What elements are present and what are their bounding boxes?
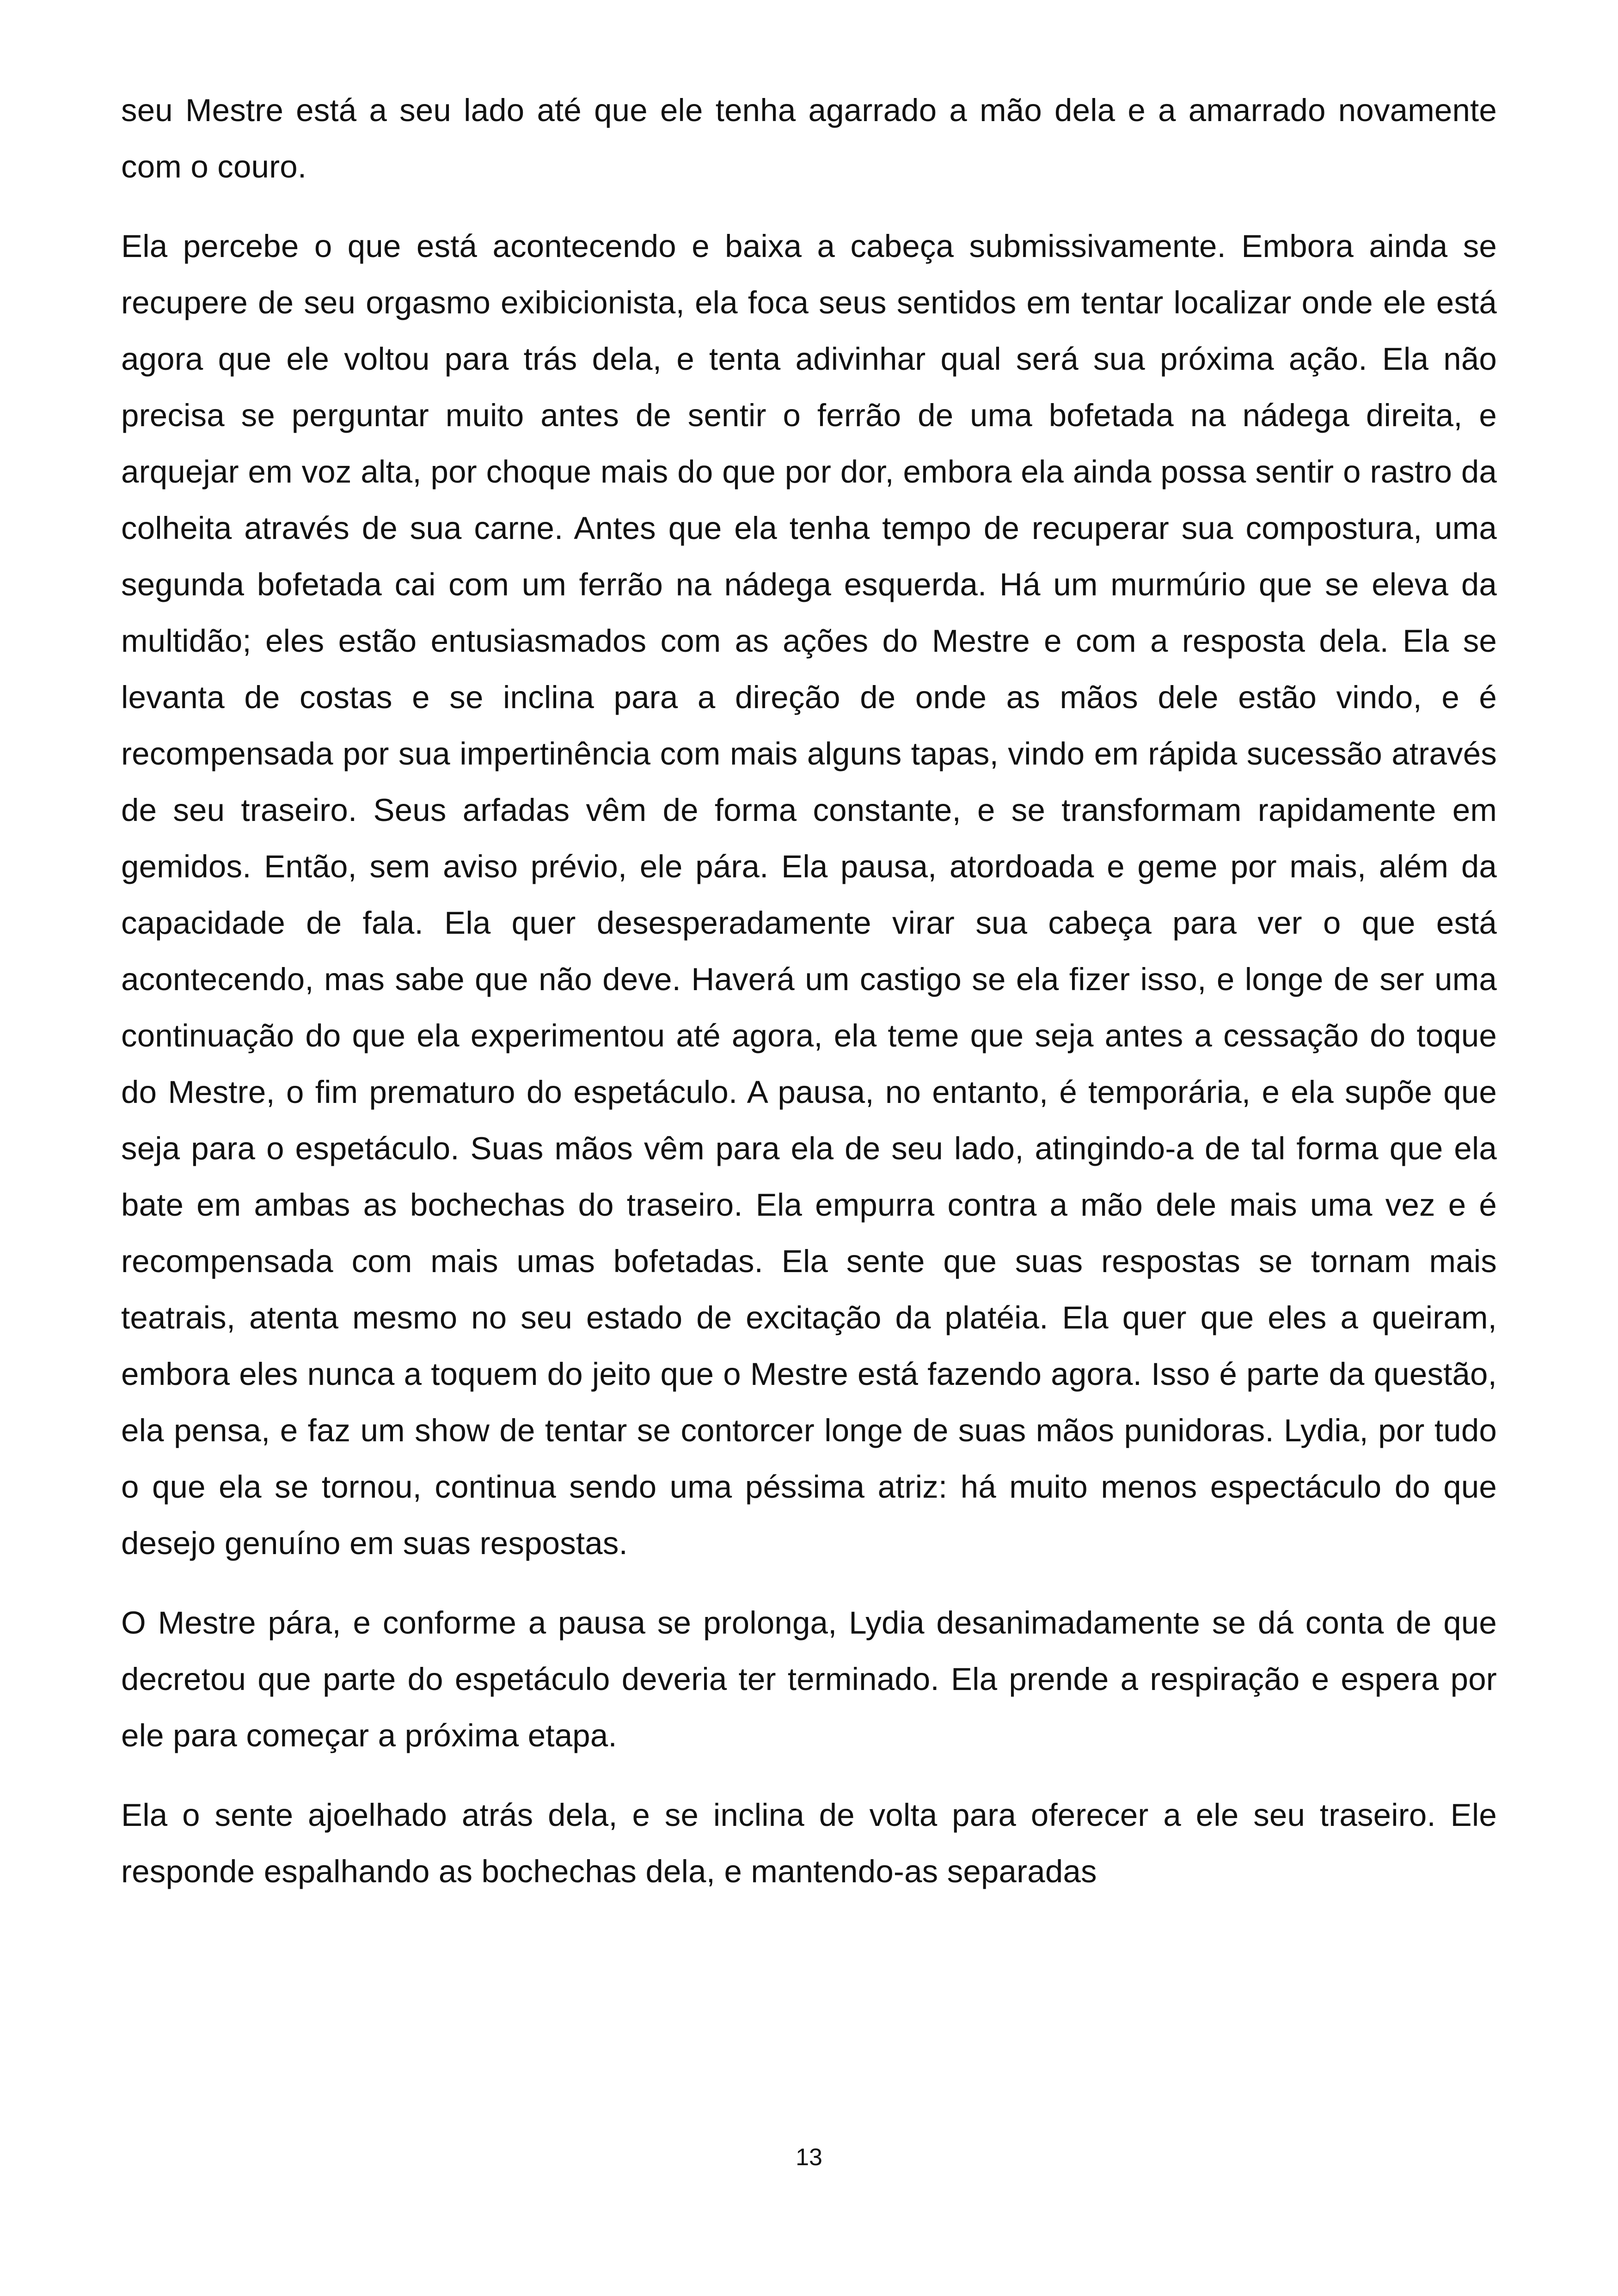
page-body xyxy=(121,82,1497,1900)
paragraph-1: seu Mestre está a seu lado até que ele tenha agarrado a mão dela e a amarrado novamente com o couro. xyxy=(121,92,1497,184)
paragraph-2: Ela percebe o que está acontecendo e baixa a cabeça submissivamente. Embora ainda se recupere de seu orgasmo exibicionista, ela foca seus sentidos em tentar localizar onde ele está agora que ele voltou para trás dela, e tenta adivinhar qual será sua próxima ação. Ela não precisa se perguntar muito antes de sentir o ferrão de uma bofetada na nádega direita, e arquejar em voz alta, por choque mais do que por dor, embora ela ainda possa sentir o rastro da colheita através de sua carne. Antes que ela tenha tempo de recuperar sua compostura, uma segunda bofetada cai com um ferrão na nádega esquerda. Há um murmúrio que se eleva da multidão; eles estão entusiasmados com as ações do Mestre e com a resposta dela. Ela se levanta de costas e se inclina para a direção de onde as mãos dele estão vindo, e é recompensada por sua impertinência com mais alguns tapas, vindo em rápida sucessão através de seu traseiro. Seus arfadas vêm de forma constante, e se transformam rapidamente em gemidos. Então, sem aviso prévio, ele pára. Ela pausa, atordoada e geme por mais, além da capacidade de fala. Ela quer desesperadamente virar sua cabeça para ver o que está acontecendo, mas sabe que não deve. Haverá um castigo se ela fizer isso, e longe de ser uma continuação do que ela experimentou até agora, ela teme que seja antes a cessação do toque do Mestre, o fim prematuro do espetáculo. A pausa, no entanto, é temporária, e ela supõe que seja para o espetáculo. Suas mãos vêm para ela de seu lado, atingindo-a de tal forma que ela bate em ambas as bochechas do traseiro. Ela empurra contra a mão dele mais uma vez e é recompensada com mais umas bofetadas. Ela sente que suas respostas se tornam mais teatrais, atenta mesmo no seu estado de excitação da platéia. Ela quer que eles a queiram, embora eles nunca a toquem do jeito que o Mestre está fazendo agora. Isso é parte da questão, ela pensa, e faz um show de tentar se contorcer longe de suas mãos punidoras. Lydia, por tudo o que ela se tornou, continua sendo uma péssima atriz: há muito menos espectáculo do que desejo genuíno em suas respostas. xyxy=(121,228,1497,1561)
page-number: 13 xyxy=(796,2144,822,2171)
paragraph-3: O Mestre pára, e conforme a pausa se prolonga, Lydia desanimadamente se dá conta de que decretou que parte do espetáculo deveria ter terminado. Ela prende a respiração e espera por ele para começar a próxima etapa. xyxy=(121,1605,1497,1753)
paragraph-4: Ela o sente ajoelhado atrás dela, e se inclina de volta para oferecer a ele seu traseiro. Ele responde espalhando as bochechas dela, e mantendo-as separadas xyxy=(121,1797,1497,1889)
